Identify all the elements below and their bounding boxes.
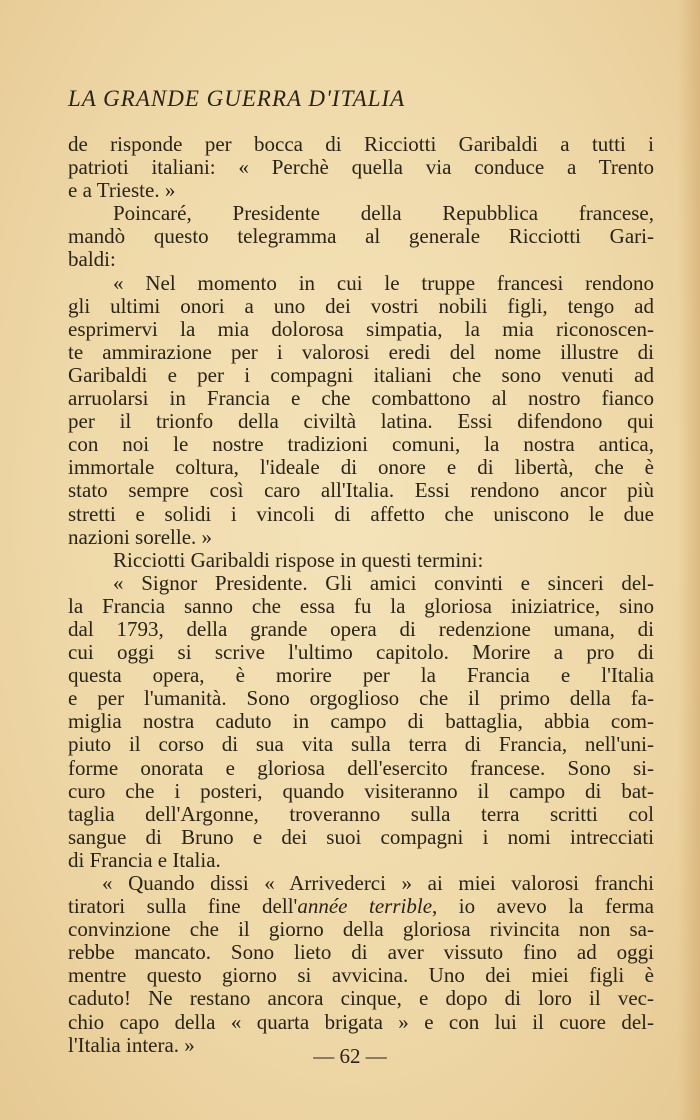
text-line: de risponde per bocca di Ricciotti Garibaldi a tutti i (68, 132, 654, 156)
text-line: Garibaldi e per i compagni italiani che sono venuti ad (68, 362, 654, 387)
text-fragment: , io avevo la ferma (432, 894, 654, 919)
text-line: e per l'umanità. Sono orgoglioso che il primo della fa- (68, 686, 654, 711)
text-line: mandò questo telegramma al generale Ricciotti Gari- (68, 224, 654, 249)
text-line: esprimervi la mia dolorosa simpatia, la mia riconoscen- (68, 316, 654, 341)
text-line: curo che i posteri, quando visiteranno il campo di bat- (68, 778, 654, 803)
text-line: cui oggi si scrive l'ultimo capitolo. Morire a pro di (68, 640, 654, 665)
text-line: arruolarsi in Francia e che combattono al nostro fianco (68, 386, 654, 411)
text-line: « Nel momento in cui le truppe francesi rendono (113, 270, 654, 295)
text-line: dal 1793, della grande opera di redenzione umana, di (68, 616, 654, 641)
text-line: l'Italia intera. » (68, 1032, 195, 1057)
text-line: « Quando dissi « Arrivederci » ai miei valorosi franchi (102, 871, 654, 895)
text-line: immortale coltura, l'ideale di onore e di libertà, che è (68, 455, 654, 480)
text-line: la Francia sanno che essa fu la gloriosa iniziatrice, sino (68, 593, 654, 618)
text-line: mentre questo giorno si avvicina. Uno dei miei figli è (68, 963, 654, 988)
text-line: forme onorata e gloriosa dell'esercito francese. Sono si- (68, 755, 654, 780)
text-line: gli ultimi onori a uno dei vostri nobili figli, tengo ad (68, 293, 654, 318)
text-line: taglia dell'Argonne, troveranno sulla terra scritti col (68, 801, 654, 826)
body-text (68, 133, 654, 1057)
text-line: nazioni sorelle. » (68, 524, 213, 549)
page-edge-shadow (678, 0, 700, 1120)
text-line: « Signor Presidente. Gli amici convinti e sinceri del- (113, 570, 654, 595)
text-line: piuto il corso di sua vita sulla terra di Francia, nell'uni- (68, 732, 654, 757)
text-line: convinzione che il giorno della gloriosa rivincita non sa- (68, 917, 654, 942)
italic-phrase: année terrible (297, 894, 433, 919)
text-line: caduto! Ne restano ancora cinque, e dopo di loro il vec- (68, 986, 654, 1011)
text-line: Ricciotti Garibaldi rispose in questi termini: (113, 547, 484, 572)
page-number: — 62 — (313, 1044, 387, 1068)
text-line: baldi: (68, 247, 116, 272)
text-line: questa opera, è morire per la Francia e l'Italia (68, 663, 654, 688)
text-line: miglia nostra caduto in campo di battaglia, abbia com- (68, 709, 654, 734)
text-line: chio capo della « quarta brigata » e con lui il cuore del- (68, 1009, 654, 1034)
text-line: stato sempre così caro all'Italia. Essi rendono ancor più (68, 478, 654, 503)
text-line: sangue di Bruno e dei suoi compagni i nomi intrecciati (68, 824, 654, 849)
text-line: con noi le nostre tradizioni comuni, la nostra antica, (68, 432, 654, 457)
text-line: per il trionfo della civiltà latina. Essi difendono qui (68, 409, 654, 434)
running-title: LA GRANDE GUERRA D'ITALIA (68, 86, 406, 111)
text-line: Poincaré, Presidente della Repubblica francese, (113, 201, 654, 226)
text-line (68, 895, 654, 918)
text-line: te ammirazione per i valorosi eredi del nome illustre di (68, 339, 654, 364)
text-line: e a Trieste. » (68, 178, 176, 203)
text-fragment: tiratori sulla fine dell' (68, 894, 298, 919)
text-line: di Francia e Italia. (68, 847, 221, 872)
text-line: rebbe mancato. Sono lieto di aver vissuto fino ad oggi (68, 940, 654, 965)
text-line: stretti e solidi i vincoli di affetto che uniscono le due (68, 501, 654, 526)
text-line: patrioti italiani: « Perchè quella via conduce a Trento (68, 155, 654, 180)
